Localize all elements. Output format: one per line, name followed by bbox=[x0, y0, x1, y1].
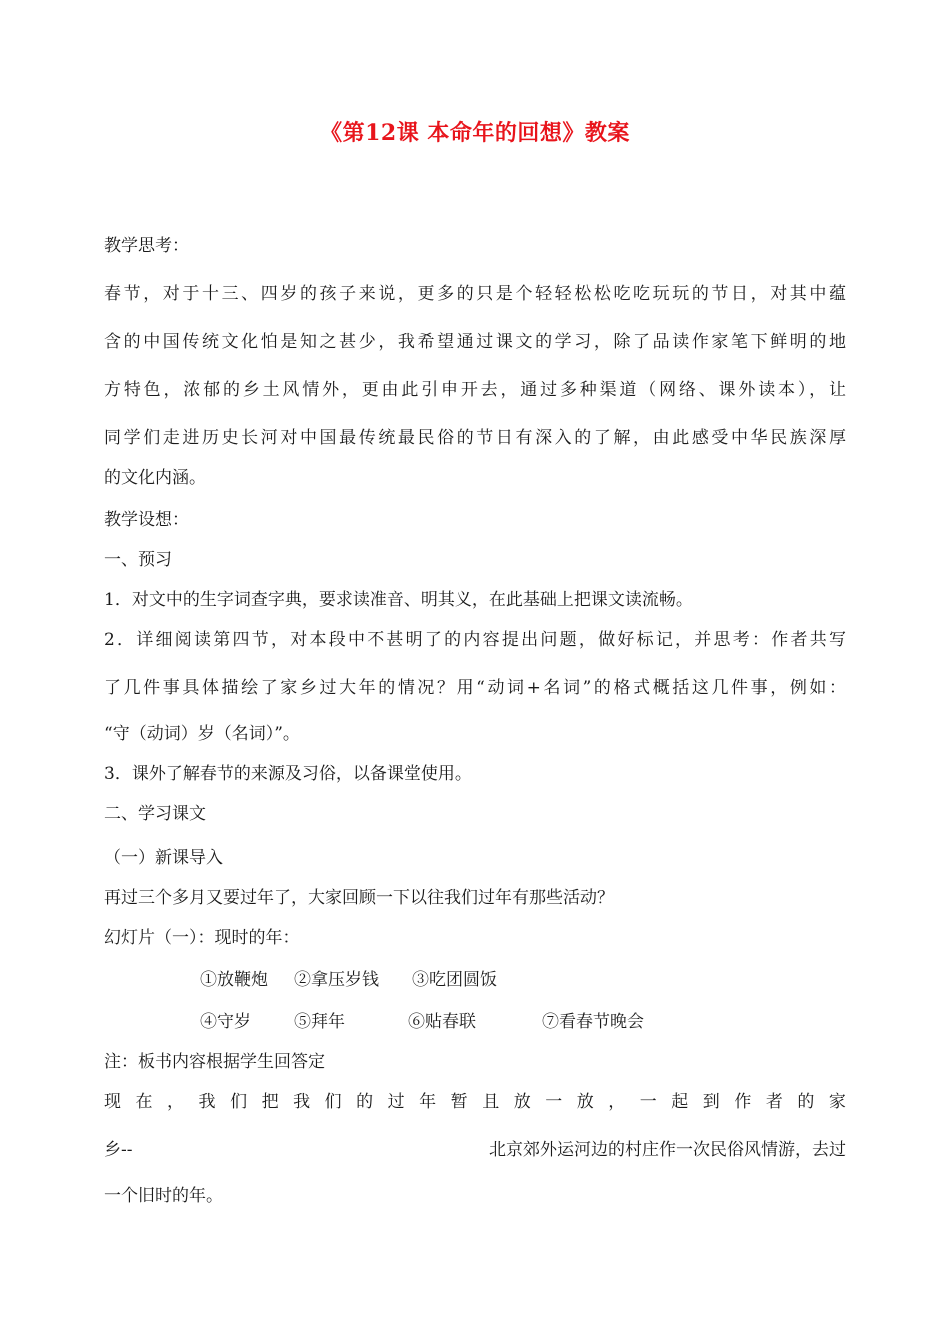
thinking-line-4: 同学们走进历史长河对中国最传统最民俗的节日有深入的了解，由此感受中华民族深厚 bbox=[104, 428, 846, 448]
slide-label: 幻灯片（一）：现时的年： bbox=[104, 928, 300, 948]
closing-char: ， bbox=[167, 1092, 185, 1112]
subsection-heading-intro: （一）新课导入 bbox=[104, 848, 223, 868]
closing-char: 我 bbox=[293, 1092, 311, 1112]
thinking-line-5: 的文化内涵。 bbox=[104, 468, 206, 488]
closing-line-2-left: 乡-- bbox=[104, 1140, 133, 1160]
slide-list-row-1 bbox=[200, 968, 497, 992]
slide-item: ⑤拜年 bbox=[294, 1012, 345, 1032]
preview-item-2-line-1: 2．详细阅读第四节，对本段中不甚明了的内容提出问题，做好标记，并思考：作者共写 bbox=[104, 630, 846, 650]
preview-item-3: 3．课外了解春节的来源及习俗，以备课堂使用。 bbox=[104, 764, 472, 784]
closing-char: 放 bbox=[513, 1092, 531, 1112]
intro-question: 再过三个多月又要过年了，大家回顾一下以往我们过年有那些活动？ bbox=[104, 888, 614, 908]
closing-char: 们 bbox=[230, 1092, 248, 1112]
preview-item-1: 1．对文中的生字词查字典，要求读准音、明其义，在此基础上把课文读流畅。 bbox=[104, 590, 693, 610]
closing-char: 现 bbox=[104, 1092, 121, 1112]
closing-char: ， bbox=[608, 1092, 626, 1112]
thinking-line-2: 含的中国传统文化怕是知之甚少，我希望通过课文的学习，除了品读作家笔下鲜明的地 bbox=[104, 332, 846, 352]
slide-item: ④守岁 bbox=[200, 1012, 251, 1032]
closing-char: 到 bbox=[702, 1092, 720, 1112]
design-heading: 教学设想： bbox=[104, 510, 189, 530]
slide-item: ③吃团圆饭 bbox=[412, 970, 497, 990]
closing-line-1 bbox=[104, 1090, 846, 1114]
closing-char: 年 bbox=[419, 1092, 437, 1112]
page-title: 《第12课 本命年的回想》教案 bbox=[320, 120, 630, 146]
closing-char: 把 bbox=[261, 1092, 279, 1112]
section-heading-preview: 一、预习 bbox=[104, 550, 172, 570]
closing-char: 过 bbox=[387, 1092, 405, 1112]
closing-char: 放 bbox=[576, 1092, 594, 1112]
closing-char: 一 bbox=[545, 1092, 563, 1112]
closing-char: 的 bbox=[356, 1092, 374, 1112]
closing-char: 起 bbox=[671, 1092, 689, 1112]
preview-item-2-line-3: “守（动词）岁（名词）”。 bbox=[104, 724, 300, 744]
closing-char: 者 bbox=[765, 1092, 783, 1112]
slide-item: ⑦看春节晚会 bbox=[542, 1012, 644, 1032]
thinking-line-3: 方特色，浓郁的乡土风情外，更由此引申开去，通过多种渠道（网络、课外读本），让 bbox=[104, 380, 846, 400]
board-note: 注：板书内容根据学生回答定 bbox=[104, 1052, 325, 1072]
closing-char: 一 bbox=[639, 1092, 657, 1112]
thinking-heading: 教学思考： bbox=[104, 236, 189, 256]
closing-char: 我 bbox=[198, 1092, 216, 1112]
closing-char: 作 bbox=[734, 1092, 752, 1112]
closing-char: 且 bbox=[482, 1092, 500, 1112]
closing-char: 们 bbox=[324, 1092, 342, 1112]
section-heading-study: 二、学习课文 bbox=[104, 804, 206, 824]
closing-line-3: 一个旧时的年。 bbox=[104, 1186, 223, 1206]
closing-line-2 bbox=[104, 1138, 846, 1162]
closing-char: 家 bbox=[828, 1092, 846, 1112]
slide-item: ②拿压岁钱 bbox=[294, 970, 379, 990]
slide-item: ⑥贴春联 bbox=[408, 1012, 476, 1032]
preview-item-2-line-2: 了几件事具体描绘了家乡过大年的情况？用“动词+名词”的格式概括这几件事，例如： bbox=[104, 678, 846, 698]
slide-list-row-2 bbox=[200, 1010, 644, 1034]
closing-line-2-right: 北京郊外运河边的村庄作一次民俗风情游，去过 bbox=[489, 1140, 846, 1160]
closing-char: 暂 bbox=[450, 1092, 468, 1112]
thinking-line-1: 春节，对于十三、四岁的孩子来说，更多的只是个轻轻松松吃吃玩玩的节日，对其中蕴 bbox=[104, 284, 846, 304]
closing-char: 的 bbox=[797, 1092, 815, 1112]
slide-item: ①放鞭炮 bbox=[200, 970, 268, 990]
closing-char: 在 bbox=[135, 1092, 153, 1112]
